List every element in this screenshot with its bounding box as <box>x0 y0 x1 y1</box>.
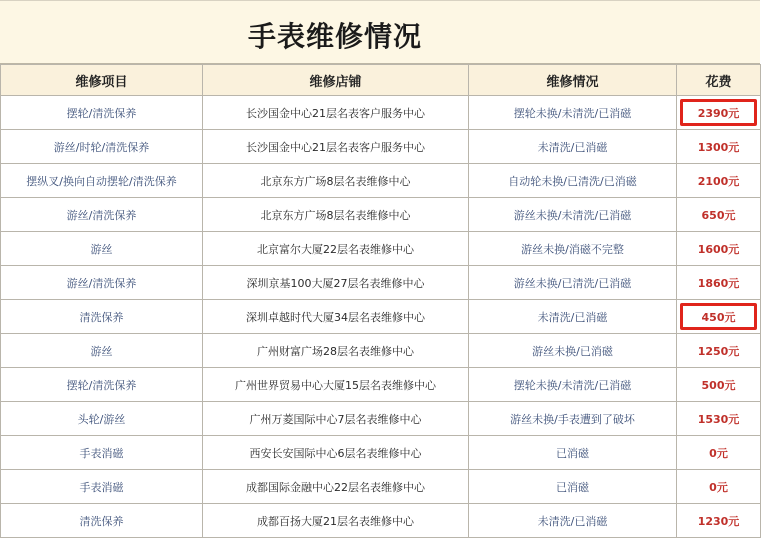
table-row <box>1 164 761 198</box>
table-body <box>1 96 761 538</box>
cell-repair-item: 手表消磁 <box>1 436 203 470</box>
cell-cost <box>677 232 761 266</box>
cell-repair-status: 已消磁 <box>469 436 677 470</box>
table-row <box>1 96 761 130</box>
cell-cost <box>677 300 761 334</box>
cell-repair-shop: 北京东方广场8层名表维修中心 <box>203 198 469 232</box>
title-band <box>0 0 760 64</box>
header-row <box>1 65 761 96</box>
table-row <box>1 198 761 232</box>
cell-repair-shop: 北京东方广场8层名表维修中心 <box>203 164 469 198</box>
cost-value: 1860元 <box>697 276 740 290</box>
cell-repair-item: 手表消磁 <box>1 470 203 504</box>
cell-repair-status: 游丝未换/已消磁 <box>469 334 677 368</box>
cost-value: 2390元 <box>697 106 740 120</box>
cell-repair-status: 游丝未换/未清洗/已消磁 <box>469 198 677 232</box>
cell-cost <box>677 402 761 436</box>
cell-repair-item: 头轮/游丝 <box>1 402 203 436</box>
table-row <box>1 368 761 402</box>
cell-repair-shop: 西安长安国际中心6层名表维修中心 <box>203 436 469 470</box>
header-cost: 花费 <box>677 65 761 96</box>
cost-value: 0元 <box>709 446 728 460</box>
cell-repair-status: 未清洗/已消磁 <box>469 130 677 164</box>
cell-cost <box>677 436 761 470</box>
cell-repair-shop: 深圳京基100大厦27层名表维修中心 <box>203 266 469 300</box>
sheet-title: 手表维修情况 <box>248 20 423 53</box>
cell-repair-shop: 北京富尔大厦22层名表维修中心 <box>203 232 469 266</box>
cost-value: 1230元 <box>697 514 740 528</box>
cell-repair-shop: 深圳卓越时代大厦34层名表维修中心 <box>203 300 469 334</box>
cell-cost <box>677 164 761 198</box>
cell-repair-status: 自动轮未换/已清洗/已消磁 <box>469 164 677 198</box>
cell-repair-item: 清洗保养 <box>1 300 203 334</box>
cost-value: 1530元 <box>697 412 740 426</box>
repair-table <box>0 64 761 538</box>
cell-repair-status: 未清洗/已消磁 <box>469 300 677 334</box>
cell-cost <box>677 266 761 300</box>
cell-repair-item: 摆纵叉/换向自动摆轮/清洗保养 <box>1 164 203 198</box>
cell-repair-status: 游丝未换/消磁不完整 <box>469 232 677 266</box>
cell-repair-item: 游丝/时轮/清洗保养 <box>1 130 203 164</box>
cell-repair-item: 游丝/清洗保养 <box>1 266 203 300</box>
cell-repair-shop: 广州财富广场28层名表维修中心 <box>203 334 469 368</box>
cell-repair-shop: 长沙国金中心21层名表客户服务中心 <box>203 96 469 130</box>
table-row <box>1 504 761 538</box>
cost-value: 1300元 <box>697 140 740 154</box>
cell-repair-status: 未清洗/已消磁 <box>469 504 677 538</box>
cell-cost <box>677 198 761 232</box>
cost-value: 1600元 <box>697 242 740 256</box>
table-row <box>1 232 761 266</box>
table-row <box>1 436 761 470</box>
table-row <box>1 470 761 504</box>
cell-cost <box>677 96 761 130</box>
cell-repair-item: 摆轮/清洗保养 <box>1 96 203 130</box>
cell-cost <box>677 368 761 402</box>
table-row <box>1 402 761 436</box>
cell-repair-shop: 成都百扬大厦21层名表维修中心 <box>203 504 469 538</box>
cell-repair-status: 已消磁 <box>469 470 677 504</box>
table-row <box>1 130 761 164</box>
cell-repair-item: 游丝/清洗保养 <box>1 198 203 232</box>
cell-repair-status: 摆轮未换/未清洗/已消磁 <box>469 368 677 402</box>
header-shop: 维修店铺 <box>203 65 469 96</box>
table-row <box>1 300 761 334</box>
table-row <box>1 334 761 368</box>
cell-repair-shop: 长沙国金中心21层名表客户服务中心 <box>203 130 469 164</box>
table-row <box>1 266 761 300</box>
cell-repair-shop: 成都国际金融中心22层名表维修中心 <box>203 470 469 504</box>
cost-value: 450元 <box>701 310 736 324</box>
cell-cost <box>677 504 761 538</box>
cost-value: 500元 <box>701 378 736 392</box>
cell-repair-item: 摆轮/清洗保养 <box>1 368 203 402</box>
cell-repair-shop: 广州万菱国际中心7层名表维修中心 <box>203 402 469 436</box>
cost-value: 1250元 <box>697 344 740 358</box>
cost-value: 0元 <box>709 480 728 494</box>
cell-cost <box>677 470 761 504</box>
cost-value: 650元 <box>701 208 736 222</box>
cell-repair-status: 游丝未换/已清洗/已消磁 <box>469 266 677 300</box>
header-item: 维修项目 <box>1 65 203 96</box>
cost-value: 2100元 <box>697 174 740 188</box>
cell-repair-status: 游丝未换/手表遭到了破坏 <box>469 402 677 436</box>
cell-repair-shop: 广州世界贸易中心大厦15层名表维修中心 <box>203 368 469 402</box>
cell-cost <box>677 334 761 368</box>
cell-repair-item: 清洗保养 <box>1 504 203 538</box>
cell-repair-item: 游丝 <box>1 334 203 368</box>
cell-repair-item: 游丝 <box>1 232 203 266</box>
cell-repair-status: 摆轮未换/未清洗/已消磁 <box>469 96 677 130</box>
header-status: 维修情况 <box>469 65 677 96</box>
cell-cost <box>677 130 761 164</box>
